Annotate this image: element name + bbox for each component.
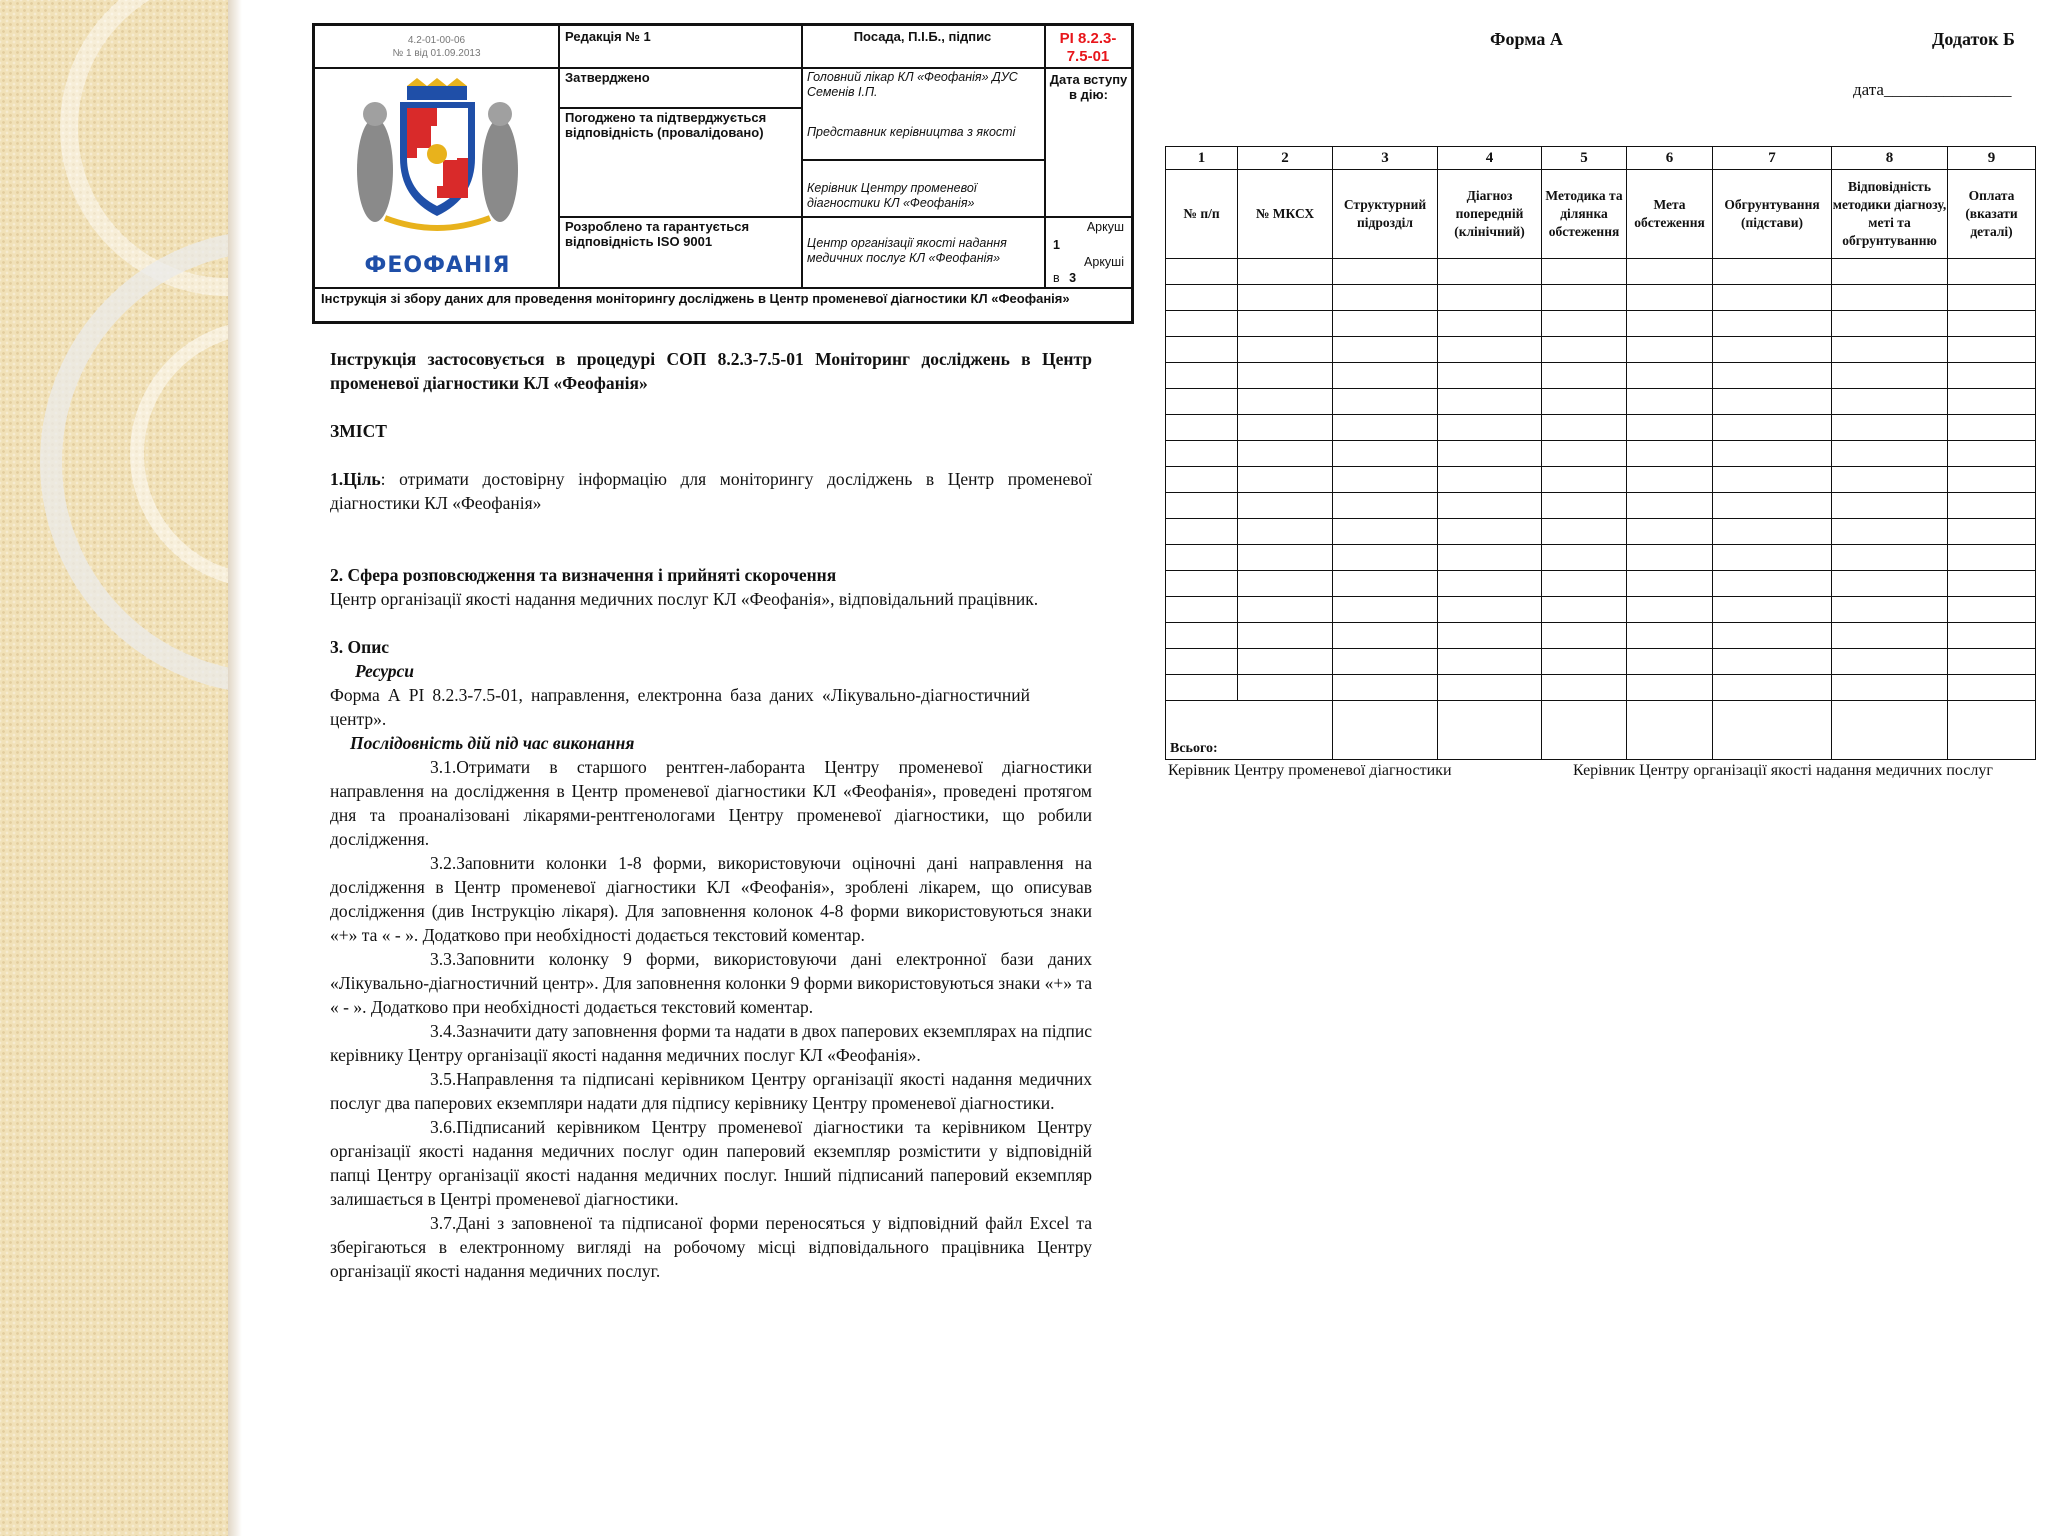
total-row [1166,701,2036,760]
table-cell [1238,467,1333,493]
table-cell [1832,623,1948,649]
ref-code: РІ 8.2.3-7.5-01 [1059,30,1117,65]
table-cell [1542,441,1627,467]
table-cell [1333,597,1438,623]
table-row [1166,467,2036,493]
table-cell [1627,285,1713,311]
table-cell [1832,311,1948,337]
column-number: 4 [1438,147,1542,170]
table-cell [1333,649,1438,675]
table-cell [1238,545,1333,571]
table-cell [1627,415,1713,441]
table-row [1166,441,2036,467]
table-cell [1333,493,1438,519]
table-cell [1948,597,2036,623]
table-cell [1948,571,2036,597]
sheets-label: Аркуші [1084,255,1124,269]
column-header: № МКСХ [1238,170,1333,259]
table-cell [1627,493,1713,519]
table-row [1166,415,2036,441]
step-item: 3.2.Заповнити колонки 1-8 форми, використовуючи оціночні дані направлення на дослідження в Центр променевої діагностики КЛ «Феофанія», зроблені лікарем, що описував дослідження (див Інструкцію лікаря). Для заповнення колонок 4-8 форми використовуються знаки «+» та « - ». Додатково при необхідності додається текстовий коментар. [330,853,1092,945]
instruction-title: Інструкція зі збору даних для проведення моніторингу досліджень в Центр променевої діагностики КЛ «Феофанія» [321,291,1070,306]
table-cell [1542,701,1627,760]
form-a-table [1165,146,2036,760]
table-cell [1438,675,1542,701]
table-cell [1948,701,2036,760]
table-cell [1166,545,1238,571]
table-cell [1438,311,1542,337]
table-cell [1713,311,1832,337]
column-number: 6 [1627,147,1713,170]
table-row [1166,597,2036,623]
table-row [1166,259,2036,285]
table-cell [1627,571,1713,597]
table-cell [1713,285,1832,311]
table-cell [1832,545,1948,571]
document-body [330,347,1092,1283]
table-cell [1166,467,1238,493]
table-cell [1948,259,2036,285]
table-row [1166,675,2036,701]
step-item: 3.7.Дані з заповненої та підписаної форми переносяться у відповідний файл Excel та зберігаються в електронному вигляді на робочому місці відповідального працівника Центру організації якості надання медичних послуг. [330,1213,1092,1281]
decorative-side-strip [0,0,228,1536]
table-cell [1333,701,1438,760]
table-cell [1238,441,1333,467]
column-header: Обгрунтування (підстави) [1713,170,1832,259]
table-cell [1627,519,1713,545]
table-cell [1333,623,1438,649]
table-cell [1713,389,1832,415]
table-cell [1238,675,1333,701]
table-cell [1438,701,1542,760]
column-number: 1 [1166,147,1238,170]
column-number: 3 [1333,147,1438,170]
table-cell [1166,519,1238,545]
table-cell [1333,389,1438,415]
table-cell [1713,493,1832,519]
table-cell [1542,597,1627,623]
goal-label: 1.Ціль [330,469,381,489]
table-cell [1542,649,1627,675]
table-cell [1542,259,1627,285]
table-cell [1333,259,1438,285]
column-number: 2 [1238,147,1333,170]
date-blank: _______________ [1883,80,2012,99]
table-cell [1166,337,1238,363]
column-number: 7 [1713,147,1832,170]
sequence-heading: Послідовність дій під час виконання [350,733,635,753]
table-cell [1166,389,1238,415]
table-row [1166,545,2036,571]
table-cell [1713,675,1832,701]
table-cell [1627,311,1713,337]
table-cell [1832,389,1948,415]
table-cell [1166,415,1238,441]
table-cell [1333,571,1438,597]
developed-by: Центр організації якості надання медичних послуг КЛ «Феофанія» [807,236,1007,265]
table-cell [1627,597,1713,623]
table-cell [1542,311,1627,337]
document-header-table [312,23,1134,324]
sheets-total: 3 [1069,271,1077,285]
agreed-label: Погоджено та підтверджується відповідність (провалідовано) [565,110,767,140]
table-cell [1832,675,1948,701]
table-cell [1166,623,1238,649]
table-cell [1542,623,1627,649]
table-cell [1542,571,1627,597]
table-row [1166,363,2036,389]
effective-date-label: Дата вступу в дію: [1049,72,1128,102]
step-item: 3.4.Зазначити дату заповнення форми та надати в двох паперових екземплярах на підпис керівнику Центру організації якості надання медичних послуг КЛ «Феофанія». [330,1021,1092,1065]
table-cell [1333,337,1438,363]
table-cell [1713,337,1832,363]
intro-paragraph: Інструкція застосовується в процедурі СОП 8.2.3-7.5-01 Моніторинг досліджень в Центр променевої діагностики КЛ «Феофанія» [330,349,1092,393]
table-cell [1438,415,1542,441]
table-cell [1438,571,1542,597]
table-cell [1542,519,1627,545]
table-cell [1333,441,1438,467]
table-cell [1542,285,1627,311]
table-cell [1542,467,1627,493]
table-row [1166,337,2036,363]
column-header: № п/п [1166,170,1238,259]
table-cell [1948,675,2036,701]
table-cell [1713,415,1832,441]
table-cell [1832,493,1948,519]
table-cell [1627,337,1713,363]
column-header: Відповідність методики діагнозу, меті та обгрунтуванню [1832,170,1948,259]
table-cell [1948,363,2036,389]
table-cell [1832,363,1948,389]
table-cell [1542,493,1627,519]
table-cell [1333,311,1438,337]
approved-by: Головний лікар КЛ «Феофанія» ДУС Семенів І.П. [807,70,1018,99]
logo-text: ФЕОФАНІЯ [364,253,511,278]
signature-radiology-head: Керівник Центру променевої діагностики [1168,762,1452,779]
table-cell [1438,363,1542,389]
table-cell [1438,389,1542,415]
table-cell [1333,285,1438,311]
table-cell [1438,337,1542,363]
doc-code-block [315,34,558,60]
step-item: 3.5.Направлення та підписані керівником Центру організації якості надання медичних послуг два паперових екземпляри надати для підпису керівнику Центру променевої діагностики. [330,1069,1092,1113]
scope-text: Центр організації якості надання медичних послуг КЛ «Феофанія», відповідальний працівник. [330,589,1039,609]
table-cell [1832,467,1948,493]
table-cell [1713,467,1832,493]
column-header: Оплата (вказати деталі) [1948,170,2036,259]
goal-paragraph [330,467,1092,515]
table-cell [1166,493,1238,519]
empty-rows [1166,259,2036,701]
table-cell [1438,441,1542,467]
table-cell [1627,363,1713,389]
table-row [1166,649,2036,675]
table-cell [1238,597,1333,623]
date-field [1853,80,2011,100]
table-row [1166,623,2036,649]
table-cell [1713,545,1832,571]
table-cell [1542,363,1627,389]
feofania-logo [345,78,530,278]
table-row [1166,519,2036,545]
table-cell [1832,597,1948,623]
table-cell [1238,389,1333,415]
description-heading: 3. Опис [330,637,390,657]
table-cell [1713,649,1832,675]
table-cell [1238,363,1333,389]
resources-heading: Ресурси [355,661,415,681]
table-cell [1333,675,1438,701]
table-cell [1832,415,1948,441]
table-cell [1832,701,1948,760]
table-cell [1832,441,1948,467]
table-cell [1333,545,1438,571]
table-cell [1333,415,1438,441]
feofania-emblem-icon [345,78,530,248]
table-cell [1627,259,1713,285]
doc-code: 4.2-01-00-06 [407,35,466,46]
approved-label: Затверджено [565,70,650,85]
table-cell [1333,363,1438,389]
column-number-row [1166,147,2036,170]
table-cell [1948,285,2036,311]
table-cell [1713,441,1832,467]
table-cell [1166,441,1238,467]
table-cell [1713,623,1832,649]
table-cell [1948,519,2036,545]
table-cell [1627,545,1713,571]
column-number: 9 [1948,147,2036,170]
table-cell [1438,545,1542,571]
table-cell [1542,415,1627,441]
table-cell [1166,571,1238,597]
table-cell [1627,701,1713,760]
contents-heading: ЗМІСТ [330,421,387,441]
table-cell [1333,519,1438,545]
sheet-number: 1 [1053,238,1060,252]
table-cell [1627,675,1713,701]
table-cell [1713,259,1832,285]
table-cell [1438,467,1542,493]
table-cell [1832,571,1948,597]
table-cell [1627,441,1713,467]
table-row [1166,571,2036,597]
appendix-label: Додаток Б [1932,29,2015,49]
table-cell [1238,285,1333,311]
table-cell [1238,649,1333,675]
table-cell [1438,623,1542,649]
table-cell [1627,389,1713,415]
table-cell [1713,519,1832,545]
table-cell [1948,467,2036,493]
signature-quality-head: Керівник Центру організації якості надання медичних послуг [1573,762,1993,779]
table-cell [1238,337,1333,363]
agreed-by-quality-rep: Представник керівництва з якості [807,125,1016,139]
table-cell [1166,363,1238,389]
table-cell [1832,519,1948,545]
column-header: Діагноз попередній (клінічний) [1438,170,1542,259]
table-cell [1166,311,1238,337]
table-cell [1542,389,1627,415]
table-cell [1166,649,1238,675]
form-title: Форма А [1490,29,1563,49]
table-cell [1238,623,1333,649]
redaction-label: Редакція № 1 [565,29,651,44]
table-cell [1832,285,1948,311]
table-cell [1542,337,1627,363]
table-row [1166,493,2036,519]
table-cell [1948,389,2036,415]
scope-heading: 2. Сфера розповсюдження та визначення і прийняті скорочення [330,565,837,585]
developed-label: Розроблено та гарантується відповідність ISO 9001 [565,219,750,249]
table-cell [1333,467,1438,493]
table-cell [1713,571,1832,597]
table-cell [1542,545,1627,571]
total-label: Всього: [1166,701,1333,760]
table-cell [1438,649,1542,675]
table-cell [1948,545,2036,571]
table-cell [1713,597,1832,623]
table-cell [1238,259,1333,285]
doc-issue: № 1 від 01.09.2013 [392,48,481,59]
column-header: Мета обстеження [1627,170,1713,259]
side-shadow [228,0,242,1536]
table-cell [1627,649,1713,675]
column-header: Методика та ділянка обстеження [1542,170,1627,259]
table-cell [1832,649,1948,675]
step-item: 3.3.Заповнити колонку 9 форми, використовуючи дані електронної бази даних «Лікувально-діагностичний центр». Для заповнення колонки 9 форми використовуються знаки «+» та « - ». Додатково при необхідності додається текстовий коментар. [330,949,1092,1017]
column-header: Структурний підрозділ [1333,170,1438,259]
position-label: Посада, П.І.Б., підпис [853,29,992,44]
table-cell [1238,311,1333,337]
table-cell [1238,415,1333,441]
table-cell [1948,493,2036,519]
table-cell [1438,597,1542,623]
table-cell [1238,571,1333,597]
table-cell [1832,259,1948,285]
table-cell [1238,493,1333,519]
column-number: 8 [1832,147,1948,170]
table-cell [1438,285,1542,311]
table-cell [1948,649,2036,675]
table-row [1166,311,2036,337]
table-cell [1166,675,1238,701]
table-cell [1166,285,1238,311]
table-cell [1948,311,2036,337]
table-cell [1166,597,1238,623]
table-cell [1542,675,1627,701]
table-cell [1438,493,1542,519]
goal-text: : отримати достовірну інформацію для моніторингу досліджень в Центр променевої діагностики КЛ «Феофанія» [330,469,1092,513]
step-item: 3.6.Підписаний керівником Центру променевої діагностики та керівником Центру організації якості надання медичних послуг один паперовий екземпляр розмістити у відповідній папці Центру організації якості надання медичних послуг. Інший підписаний паперовий екземпляр залишається в Центрі променевої діагностики. [330,1117,1092,1209]
table-cell [1948,623,2036,649]
table-cell [1438,519,1542,545]
column-header-row [1166,170,2036,259]
table-cell [1948,441,2036,467]
agreed-by-radiology-head: Керівник Центру променевої діагностики КЛ «Феофанія» [807,181,977,210]
sheet-info [1050,219,1130,286]
sheets-prefix: в [1053,271,1060,285]
column-number: 5 [1542,147,1627,170]
table-cell [1238,519,1333,545]
sheet-label: Аркуш [1086,220,1124,234]
table-cell [1948,337,2036,363]
table-cell [1166,259,1238,285]
table-row [1166,389,2036,415]
step-item: 3.1.Отримати в старшого рентген-лаборанта Центру променевої діагностики направлення на дослідження в Центр променевої діагностики КЛ «Феофанія», проведені протягом дня та проаналізовані лікарями-рентгенологами Центру променевої діагностики, що робили дослідження. [330,757,1092,849]
table-cell [1627,623,1713,649]
date-label: дата [1853,80,1884,99]
table-cell [1713,701,1832,760]
table-row [1166,285,2036,311]
table-cell [1948,415,2036,441]
table-cell [1438,259,1542,285]
table-cell [1713,363,1832,389]
resources-text: Форма А РІ 8.2.3-7.5-01, направлення, електронна база даних «Лікувально-діагностичний центр». [330,685,1030,729]
table-cell [1627,467,1713,493]
table-cell [1832,337,1948,363]
